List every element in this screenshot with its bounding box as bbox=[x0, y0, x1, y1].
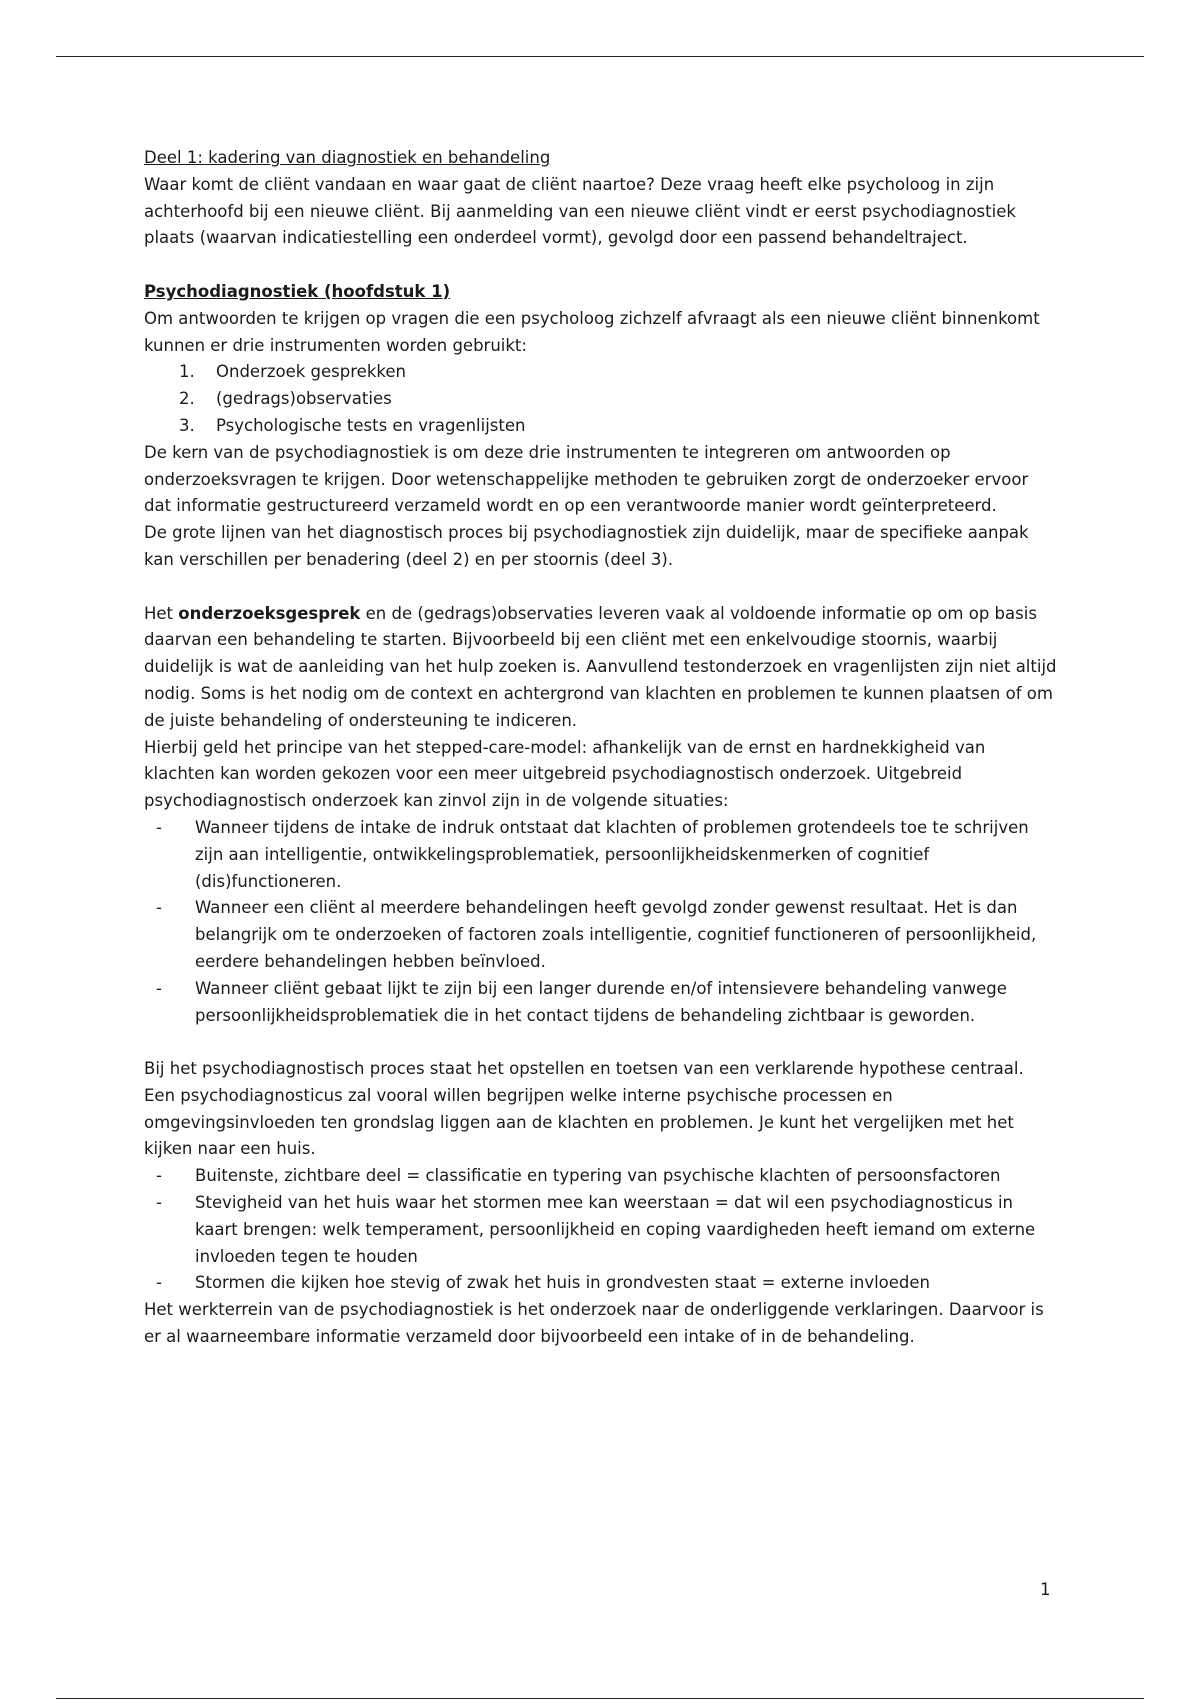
list-number: 3. bbox=[179, 415, 195, 435]
paragraph-lead: Het bbox=[144, 603, 179, 623]
list-item-text: Wanneer cliënt gebaat lijkt te zijn bij een langer durende en/of intensievere behandeling vanwege persoonlijkheidsproblematiek die in het contact tijdens de behandeling zichtbaar is geworden. bbox=[195, 978, 1007, 1025]
list-item bbox=[144, 815, 1059, 895]
section-heading-psychodiagnostiek: Psychodiagnostiek (hoofdstuk 1) bbox=[144, 281, 451, 301]
list-item-text: Psychologische tests en vragenlijsten bbox=[216, 415, 526, 435]
spacer bbox=[144, 574, 1059, 601]
list-item-text: Wanneer een cliënt al meerdere behandelingen heeft gevolgd zonder gewenst resultaat. Het is dan belangrijk om te onderzoeken of factoren zoals intelligentie, cognitief functioneren of persoonlijkheid, eerdere behandelingen hebben beïnvloed. bbox=[195, 898, 1037, 971]
stepped-care-paragraph: Hierbij geld het principe van het stepped-care-model: afhankelijk van de ernst en hardnekkigheid van klachten kan worden gekozen voor een meer uitgebreid psychodiagnostisch onderzoek. Uitgebreid psychodiagnostisch onderzoek kan zinvol zijn in de volgende situaties: bbox=[144, 737, 986, 811]
onderzoeksgesprek-paragraph bbox=[144, 601, 1059, 735]
list-item bbox=[144, 413, 1059, 440]
list-item-text: Stevigheid van het huis waar het stormen mee kan weerstaan = dat wil een psychodiagnosticus in kaart brengen: welk temperament, persoonlijkheid en coping vaardigheden heeft iemand om externe invloeden tegen te houden bbox=[195, 1193, 1036, 1266]
page-number: 1 bbox=[1040, 1580, 1051, 1599]
section-heading-deel-1: Deel 1: kadering van diagnostiek en behandeling bbox=[144, 148, 551, 167]
dash-bullet: - bbox=[156, 1273, 162, 1293]
situations-list bbox=[144, 815, 1059, 1029]
hypothesis-paragraph: Bij het psychodiagnostisch proces staat het opstellen en toetsen van een verklarende hypothese centraal. Een psychodiagnosticus zal vooral willen begrijpen welke interne psychische processen en omgevingsinvloeden ten grondslag liggen aan de klachten en problemen. Je kunt het vergelijken met het kijken naar een huis. bbox=[144, 1059, 1024, 1159]
list-item-text: (gedrags)observaties bbox=[216, 389, 392, 409]
list-item bbox=[144, 976, 1059, 1030]
bold-term: onderzoeksgesprek bbox=[178, 603, 361, 623]
list-item bbox=[144, 1163, 1059, 1190]
instruments-list bbox=[144, 359, 1059, 439]
paragraph-rest: en de (gedrags)observaties leveren vaak al voldoende informatie op om op basis daarvan een behandeling te starten. Bijvoorbeeld bij een cliënt met een enkelvoudige stoornis, waarbij duidelijk is wat de aanleiding van het hulp zoeken is. Aanvullend testonderzoek en vragenlijsten zijn niet altijd nodig. Soms is het nodig om de context en achtergrond van klachten en problemen te kunnen plaatsen of om de juiste behandeling of ondersteuning te indiceren. bbox=[144, 603, 1057, 730]
dash-bullet: - bbox=[156, 817, 162, 837]
list-item bbox=[144, 1270, 1059, 1297]
list-number: 2. bbox=[179, 389, 195, 409]
list-number: 1. bbox=[179, 362, 195, 382]
dash-bullet: - bbox=[156, 898, 162, 918]
header-rule bbox=[56, 56, 1144, 57]
footer-rule bbox=[56, 1698, 1144, 1699]
document-page bbox=[144, 145, 1059, 1351]
list-item-text: Onderzoek gesprekken bbox=[216, 362, 406, 382]
core-paragraph: De kern van de psychodiagnostiek is om deze drie instrumenten te integreren om antwoorden op onderzoeksvragen te krijgen. Door wetenschappelijke methoden te gebruiken zorgt de onderzoeker ervoor dat informatie gestructureerd verzameld wordt en op een verantwoorde manier wordt geïnterpreteerd. bbox=[144, 442, 1029, 516]
intro-paragraph: Waar komt de cliënt vandaan en waar gaat de cliënt naartoe? Deze vraag heeft elke psycholoog in zijn achterhoofd bij een nieuwe cliënt. Bij aanmelding van een nieuwe cliënt vindt er eerst psychodiagnostiek plaats (waarvan indicatiestelling een onderdeel vormt), gevolgd door een passend behandeltraject. bbox=[144, 174, 1016, 248]
list-item bbox=[144, 895, 1059, 975]
spacer bbox=[144, 1029, 1059, 1056]
closing-paragraph: Het werkterrein van de psychodiagnostiek is het onderzoek naar de onderliggende verklaringen. Daarvoor is er al waarneembare informatie verzameld door bijvoorbeeld een intake of in de behandeling. bbox=[144, 1300, 1044, 1347]
house-metaphor-list bbox=[144, 1163, 1059, 1297]
dash-bullet: - bbox=[156, 978, 162, 998]
approach-paragraph: De grote lijnen van het diagnostisch proces bij psychodiagnostiek zijn duidelijk, maar de specifieke aanpak kan verschillen per benadering (deel 2) en per stoornis (deel 3). bbox=[144, 523, 1029, 569]
list-item bbox=[144, 386, 1059, 413]
dash-bullet: - bbox=[156, 1193, 162, 1213]
list-item-text: Stormen die kijken hoe stevig of zwak het huis in grondvesten staat = externe invloeden bbox=[195, 1273, 930, 1293]
spacer bbox=[144, 252, 1059, 279]
list-item-text: Buitenste, zichtbare deel = classificatie en typering van psychische klachten of persoonsfactoren bbox=[195, 1166, 1001, 1186]
dash-bullet: - bbox=[156, 1166, 162, 1186]
list-item-text: Wanneer tijdens de intake de indruk ontstaat dat klachten of problemen grotendeels toe te schrijven zijn aan intelligentie, ontwikkelingsproblematiek, persoonlijkheidskenmerken of cognitief (dis)functioneren. bbox=[195, 817, 1029, 891]
list-item bbox=[144, 359, 1059, 386]
list-item bbox=[144, 1190, 1059, 1270]
instruments-intro: Om antwoorden te krijgen op vragen die een psycholoog zichzelf afvraagt als een nieuwe cliënt binnenkomt kunnen er drie instrumenten worden gebruikt: bbox=[144, 308, 1040, 355]
